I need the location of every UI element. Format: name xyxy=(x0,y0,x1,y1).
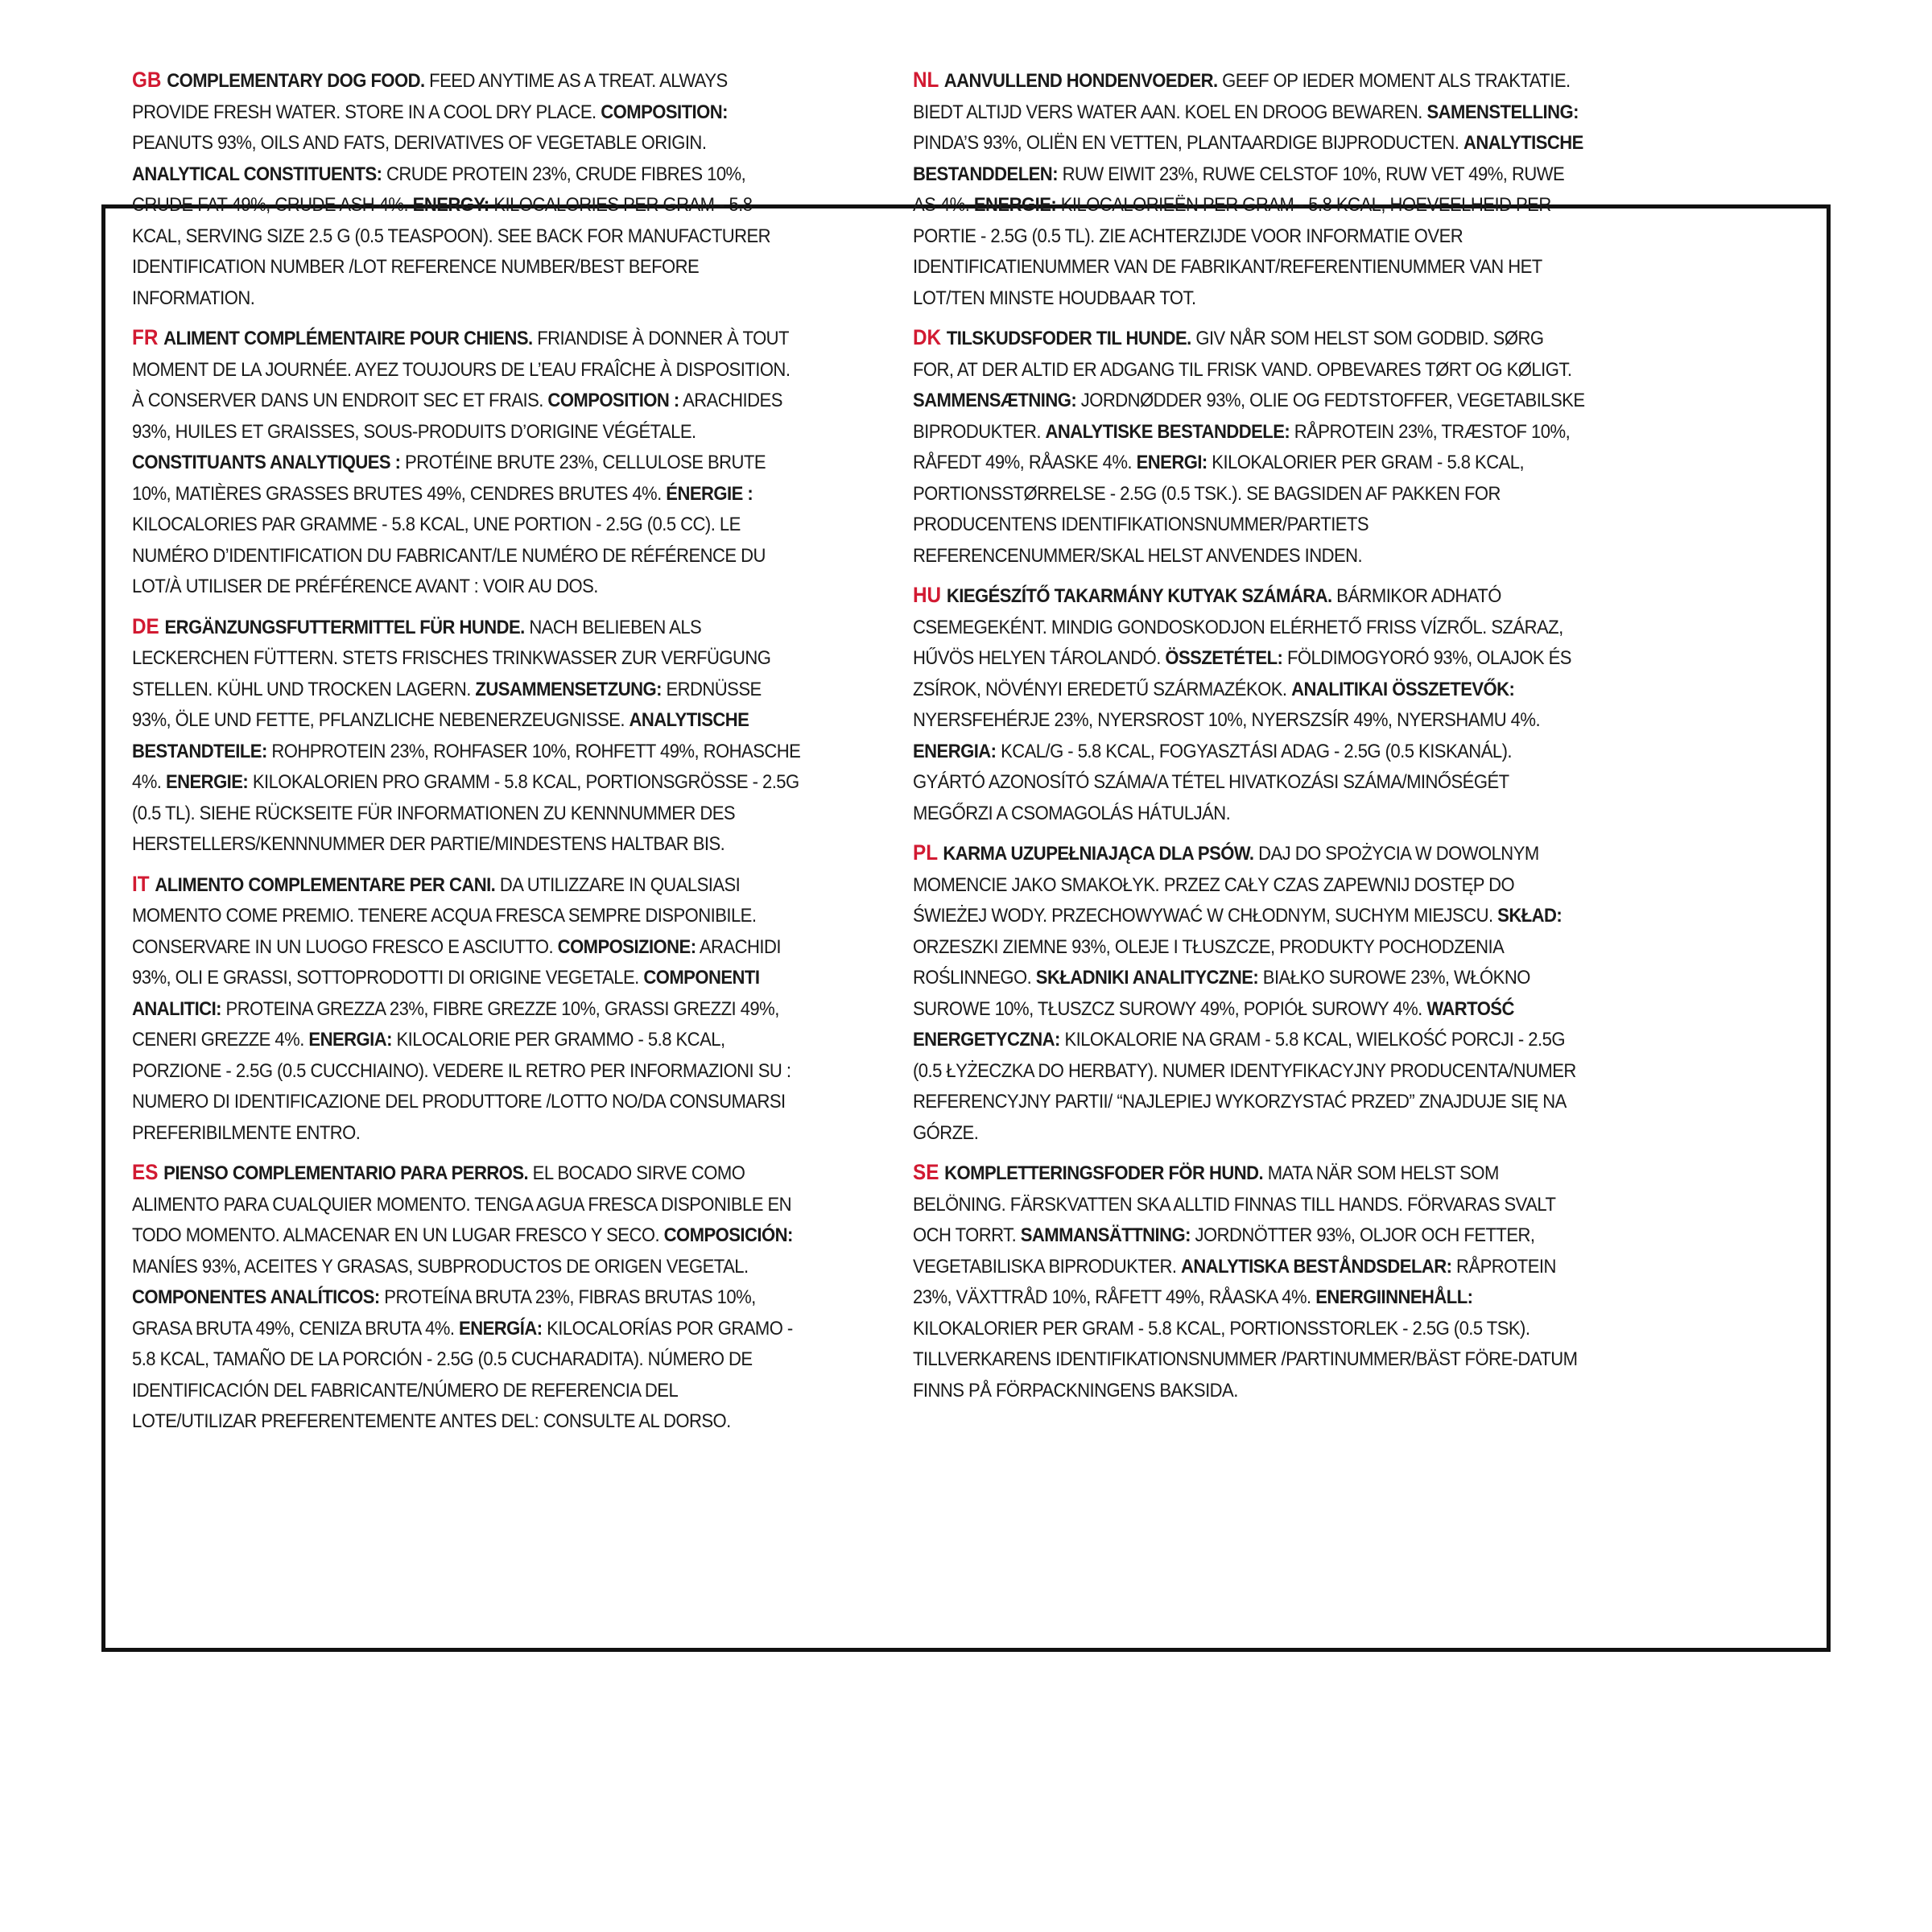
section-text: PROTEINA GREZZA 23%, FIBRE GREZZE 10%, GRASSI GREZZI 49%, CENERI GREZZE 4%. xyxy=(132,997,779,1051)
section-heading: WARTOŚĆ ENERGETYCZNA: xyxy=(913,997,1514,1051)
section-text: KCAL/G - 5.8 KCAL, FOGYASZTÁSI ADAG - 2.5G (0.5 KISKANÁL). GYÁRTÓ AZONOSÍTÓ SZÁMA/A TÉTEL HIVATKOZÁSI SZÁMA/MINŐSÉGÉT MEGŐRZI A CSOMAGOLÁS HÁTULJÁN. xyxy=(913,740,1512,824)
section-text: BÁRMIKOR ADHATÓ CSEMEGEKÉNT. MINDIG GONDOSKODJON ELÉRHETŐ FRISS VÍZRŐL. SZÁRAZ, HŰVÖS HELYEN TÁROLANDÓ. xyxy=(913,585,1563,669)
section-heading: ÖSSZETÉTEL: xyxy=(1165,647,1283,669)
section-heading: SAMENSTELLING: xyxy=(1426,101,1579,123)
section-text: CRUDE PROTEIN 23%, CRUDE FIBRES 10%, CRUDE FAT 49%, CRUDE ASH 4%. xyxy=(132,163,746,216)
section-text: DA UTILIZZARE IN QUALSIASI MOMENTO COME PREMIO. TENERE ACQUA FRESCA SEMPRE DISPONIBILE. CONSERVARE IN UN LUOGO FRESCO E ASCIUTTO. xyxy=(132,873,757,958)
section-dk xyxy=(913,322,1585,572)
section-it xyxy=(132,869,804,1150)
section-gb xyxy=(132,64,804,314)
section-heading: PIENSO COMPLEMENTARIO PARA PERROS. xyxy=(163,1162,529,1184)
section-heading: ENERGIINNEHÅLL: xyxy=(1315,1286,1473,1308)
section-text: KILOCALORIE PER GRAMMO - 5.8 KCAL, PORZIONE - 2.5G (0.5 CUCCHIAINO). VEDERE IL RETRO PER INFORMAZIONI SU : NUMERO DI IDENTIFICAZIONE DEL PRODUTTORE /LOTTO NO/DA CONSUMARSI PREFERIBILMENTE ENTRO. xyxy=(132,1029,791,1144)
section-text: NYERSFEHÉRJE 23%, NYERSROST 10%, NYERSZSÍR 49%, NYERSHAMU 4%. xyxy=(913,709,1541,731)
section-heading: ERGÄNZUNGSFUTTERMITTEL FÜR HUNDE. xyxy=(164,616,525,638)
language-code: DK xyxy=(913,325,947,349)
section-hu xyxy=(913,580,1585,829)
section-heading: ENERGÍA: xyxy=(459,1317,543,1340)
section-text: PINDA’S 93%, OLIËN EN VETTEN, PLANTAARDIGE BIJPRODUCTEN. xyxy=(913,132,1463,154)
section-heading: ZUSAMMENSETZUNG: xyxy=(475,678,662,700)
section-heading: SKŁADNIKI ANALITYCZNE: xyxy=(1035,967,1259,989)
section-text: FEED ANYTIME AS A TREAT. ALWAYS PROVIDE FRESH WATER. STORE IN A COOL DRY PLACE. xyxy=(132,70,728,123)
section-heading: ANALYTISKE BESTANDDELE: xyxy=(1045,420,1290,443)
section-text: KILOKALORIER PER GRAM - 5.8 KCAL, PORTIONSSTORLEK - 2.5G (0.5 TSK). TILLVERKARENS IDENTIFIKATIONSNUMMER /PARTINUMMER/BÄST FÖRE-DATUM FINNS PÅ FÖRPACKNINGENS BAKSIDA. xyxy=(913,1317,1578,1402)
right-column xyxy=(913,64,1585,1414)
section-heading: TILSKUDSFODER TIL HUNDE. xyxy=(946,328,1191,349)
section-text: KILOCALORÍAS POR GRAMO - 5.8 KCAL, TAMAÑO DE LA PORCIÓN - 2.5G (0.5 CUCHARADITA). NÚMERO DE IDENTIFICACIÓN DEL FABRICANTE/NÚMERO DE REFERENCIA DEL LOTE/UTILIZAR PREFERENTEMENTE ANTES DEL: CONSULTE AL DORSO. xyxy=(132,1317,793,1432)
section-text: RÅPROTEIN 23%, VÄXTTRÅD 10%, RÅFETT 49%, RÅASKA 4%. xyxy=(913,1255,1556,1308)
section-heading: CONSTITUANTS ANALYTIQUES : xyxy=(132,452,401,473)
section-text: MATA NÄR SOM HELST SOM BELÖNING. FÄRSKVATTEN SKA ALLTID FINNAS TILL HANDS. FÖRVARAS SVALT OCH TORRT. xyxy=(913,1162,1556,1246)
section-text: FÖLDIMOGYORÓ 93%, OLAJOK ÉS ZSÍROK, NÖVÉNYI EREDETŰ SZÁRMAZÉKOK. xyxy=(913,647,1571,700)
section-heading: ANALYTISCHE BESTANDDELEN: xyxy=(913,132,1583,185)
section-text: KILOCALORIES PER GRAM - 5.8 KCAL, SERVING SIZE 2.5 G (0.5 TEASPOON). SEE BACK FOR MANUFACTURER IDENTIFICATION NUMBER /LOT REFERENCE NUMBER/BEST BEFORE INFORMATION. xyxy=(132,194,771,309)
section-text: MANÍES 93%, ACEITES Y GRASAS, SUBPRODUCTOS DE ORIGEN VEGETAL. xyxy=(132,1255,749,1278)
section-text: EL BOCADO SIRVE COMO ALIMENTO PARA CUALQUIER MOMENTO. TENGA AGUA FRESCA DISPONIBLE EN TODO MOMENTO. ALMACENAR EN UN LUGAR FRESCO Y SECO. xyxy=(132,1162,792,1246)
section-text: KILOKALORIER PER GRAM - 5.8 KCAL, PORTIONSSTØRRELSE - 2.5G (0.5 TSK.). SE BAGSIDEN AF PAKKEN FOR PRODUCENTENS IDENTIFIKATIONSNUMMER/PARTIETS REFERENCENUMMER/SKAL HELST ANVENDES INDEN. xyxy=(913,452,1525,567)
section-text: DAJ DO SPOŻYCIA W DOWOLNYM MOMENCIE JAKO SMAKOŁYK. PRZEZ CAŁY CZAS ZAPEWNIJ DOSTĘP DO ŚWIEŻEJ WODY. PRZECHOWYWAĆ W CHŁODNYM, SUCHYM MIEJSCU. xyxy=(913,843,1539,927)
section-heading: SKŁAD: xyxy=(1497,905,1563,927)
section-heading: ENERGY: xyxy=(412,194,489,216)
section-text: RÅPROTEIN 23%, TRÆSTOF 10%, RÅFEDT 49%, RÅASKE 4%. xyxy=(913,420,1571,473)
section-heading: ENERGIE: xyxy=(165,771,249,793)
section-text: PROTEÍNA BRUTA 23%, FIBRAS BRUTAS 10%, GRASA BRUTA 49%, CENIZA BRUTA 4%. xyxy=(132,1286,756,1340)
language-code: IT xyxy=(132,871,155,896)
section-text: ARACHIDES 93%, HUILES ET GRAISSES, SOUS-PRODUITS D’ORIGINE VÉGÉTALE. xyxy=(132,390,782,443)
language-code: HU xyxy=(913,583,947,607)
section-heading: AANVULLEND HONDENVOEDER. xyxy=(943,70,1218,92)
section-de xyxy=(132,611,804,861)
section-text: KILOCALORIES PAR GRAMME - 5.8 KCAL, UNE PORTION - 2.5G (0.5 CC). LE NUMÉRO D’IDENTIFICATION DU FABRICANT/LE NUMÉRO DE RÉFÉRENCE DU LOT/À UTILISER DE PRÉFÉRENCE AVANT : VOIR AU DOS. xyxy=(132,514,766,597)
section-heading: SAMMANSÄTTNING: xyxy=(1020,1224,1191,1246)
section-text: ARACHIDI 93%, OLI E GRASSI, SOTTOPRODOTTI DI ORIGINE VEGETALE. xyxy=(132,935,781,989)
left-column xyxy=(132,64,804,1446)
section-heading: SAMMENSÆTNING: xyxy=(913,390,1077,411)
language-code: ES xyxy=(132,1160,164,1184)
section-text: GIV NÅR SOM HELST SOM GODBID. SØRG FOR, AT DER ALTID ER ADGANG TIL FRISK VAND. OPBEVARES TØRT OG KØLIGT. xyxy=(913,328,1572,381)
section-text: PROTÉINE BRUTE 23%, CELLULOSE BRUTE 10%, MATIÈRES GRASSES BRUTES 49%, CENDRES BRUTES 4%. xyxy=(132,452,766,505)
section-heading: ÉNERGIE : xyxy=(666,482,753,505)
section-heading: COMPLEMENTARY DOG FOOD. xyxy=(167,70,425,92)
section-heading: COMPONENTES ANALÍTICOS: xyxy=(132,1286,380,1308)
language-code: GB xyxy=(132,68,167,92)
section-heading: ANALYTICAL CONSTITUENTS: xyxy=(132,163,382,185)
language-code: SE xyxy=(913,1160,945,1184)
section-heading: ALIMENTO COMPLEMENTARE PER CANI. xyxy=(155,873,496,896)
section-text: NACH BELIEBEN ALS LECKERCHEN FÜTTERN. STETS FRISCHES TRINKWASSER ZUR VERFÜGUNG STELLEN. KÜHL UND TROCKEN LAGERN. xyxy=(132,616,771,700)
section-heading: ALIMENT COMPLÉMENTAIRE POUR CHIENS. xyxy=(163,328,533,349)
section-text: GEEF OP IEDER MOMENT ALS TRAKTATIE. BIEDT ALTIJD VERS WATER AAN. KOEL EN DROOG BEWAREN. xyxy=(913,70,1571,123)
section-heading: ANALITIKAI ÖSSZETEVŐK: xyxy=(1291,678,1515,700)
section-heading: ENERGI: xyxy=(1136,452,1208,473)
language-code: FR xyxy=(132,325,164,349)
section-nl xyxy=(913,64,1585,314)
section-pl xyxy=(913,837,1585,1149)
language-code: NL xyxy=(913,68,944,92)
section-se xyxy=(913,1157,1585,1406)
section-text: KILOCALORIEËN PER GRAM - 5.8 KCAL, HOEVEELHEID PER PORTIE - 2.5G (0.5 TL). ZIE ACHTERZIJDE VOOR INFORMATIE OVER IDENTIFICATIENUMMER VAN DE FABRIKANT/REFERENTIENUMMER VAN HET LOT/TEN MINSTE HOUDBAAR TOT. xyxy=(913,194,1551,309)
section-text: PEANUTS 93%, OILS AND FATS, DERIVATIVES OF VEGETABLE ORIGIN. xyxy=(132,132,707,154)
section-text: ROHPROTEIN 23%, ROHFASER 10%, ROHFETT 49%, ROHASCHE 4%. xyxy=(132,740,801,793)
language-code: DE xyxy=(132,613,165,638)
section-heading: ENERGIA: xyxy=(308,1029,392,1051)
section-es xyxy=(132,1157,804,1438)
section-heading: COMPOSICIÓN: xyxy=(663,1224,793,1246)
section-text: KILOKALORIEN PRO GRAMM - 5.8 KCAL, PORTIONSGRÖSSE - 2.5G (0.5 TL). SIEHE RÜCKSEITE FÜR INFORMATIONEN ZU KENNNUMMER DES HERSTELLERS/KENNNUMMER DER PARTIE/MINDESTENS HALTBAR BIS. xyxy=(132,771,799,855)
section-heading: COMPOSITION: xyxy=(601,101,728,123)
section-heading: ENERGIA: xyxy=(913,740,997,762)
language-code: PL xyxy=(913,840,943,865)
section-text: JORDNØDDER 93%, OLIE OG FEDTSTOFFER, VEGETABILSKE BIPRODUKTER. xyxy=(913,390,1585,443)
section-heading: COMPOSIZIONE: xyxy=(557,935,696,958)
section-heading: KIEGÉSZÍTŐ TAKARMÁNY KUTYAK SZÁMÁRA. xyxy=(946,585,1332,607)
section-text: KILOKALORIE NA GRAM - 5.8 KCAL, WIELKOŚĆ PORCJI - 2.5G (0.5 ŁYŻECZKA DO HERBATY). NUMER IDENTYFIKACYJNY PRODUCENTA/NUMER REFERENCYJNY PARTII/ “NAJLEPIEJ WYKORZYSTAĆ PRZED” ZNAJDUJE SIĘ NA GÓRZE. xyxy=(913,1029,1576,1144)
section-text: FRIANDISE À DONNER À TOUT MOMENT DE LA JOURNÉE. AYEZ TOUJOURS DE L’EAU FRAÎCHE À DISPOSITION. À CONSERVER DANS UN ENDROIT SEC ET FRAIS. xyxy=(132,328,791,411)
section-text: ORZESZKI ZIEMNE 93%, OLEJE I TŁUSZCZE, PRODUKTY POCHODZENIA ROŚLINNEGO. xyxy=(913,935,1504,989)
section-heading: ENERGIE: xyxy=(973,194,1057,216)
section-heading: COMPONENTI ANALITICI: xyxy=(132,967,760,1020)
section-text: RUW EIWIT 23%, RUWE CELSTOF 10%, RUW VET 49%, RUWE AS 4%. xyxy=(913,163,1565,216)
section-text: BIAŁKO SUROWE 23%, WŁÓKNO SUROWE 10%, TŁUSZCZ SUROWY 49%, POPIÓŁ SUROWY 4%. xyxy=(913,967,1530,1020)
section-heading: KOMPLETTERINGSFODER FÖR HUND. xyxy=(944,1162,1264,1184)
section-text: ERDNÜSSE 93%, ÖLE UND FETTE, PFLANZLICHE NEBENERZEUGNISSE. xyxy=(132,678,762,731)
section-heading: COMPOSITION : xyxy=(547,390,679,411)
section-heading: ANALYTISKA BESTÅNDSDELAR: xyxy=(1181,1255,1452,1278)
section-heading: ANALYTISCHE BESTANDTEILE: xyxy=(132,709,749,762)
section-heading: KARMA UZUPEŁNIAJĄCA DLA PSÓW. xyxy=(943,843,1254,865)
section-fr xyxy=(132,322,804,603)
section-text: JORDNÖTTER 93%, OLJOR OCH FETTER, VEGETABILISKA BIPRODUKTER. xyxy=(913,1224,1535,1278)
